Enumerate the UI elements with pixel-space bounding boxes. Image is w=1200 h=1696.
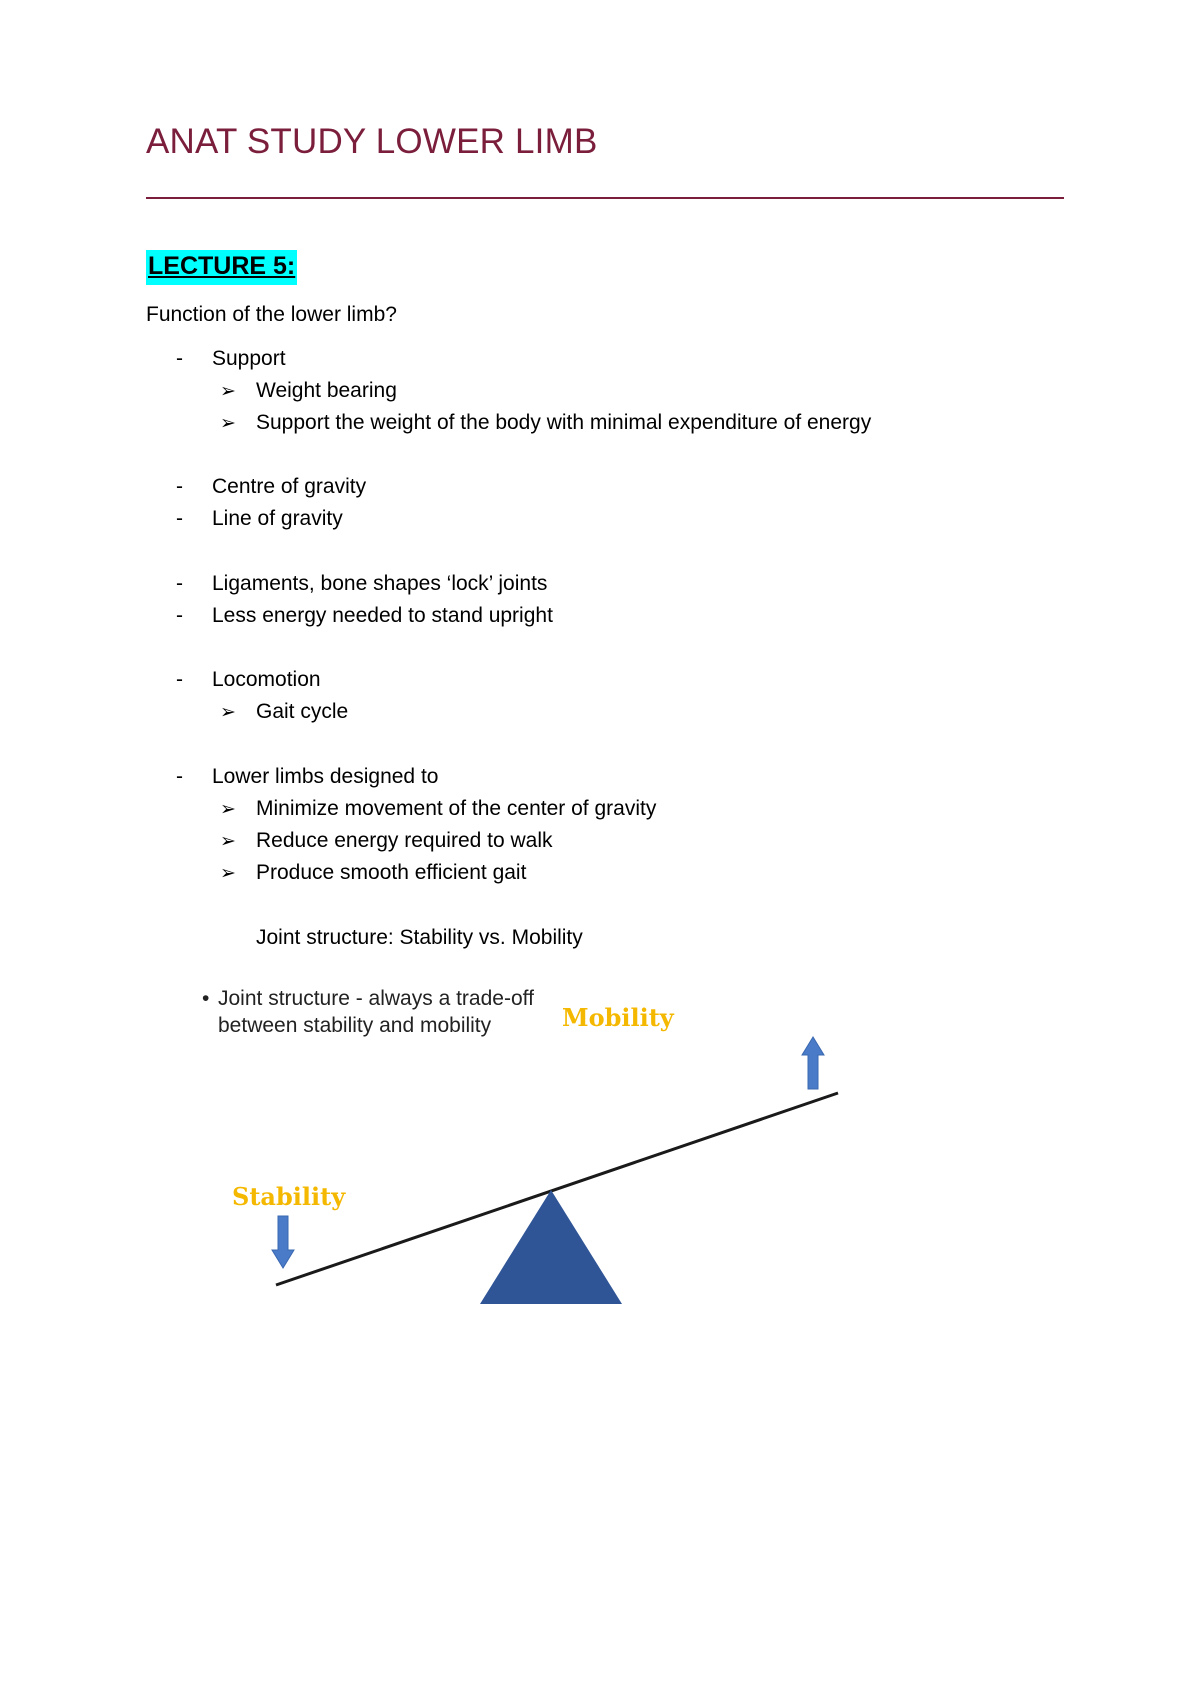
stability-label: Stability [232, 1182, 346, 1211]
dash-marker: - [176, 668, 183, 691]
dash-marker: - [176, 347, 183, 370]
list-item-text: Support [212, 347, 286, 370]
dash-marker: - [176, 507, 183, 530]
arrow-down-icon [272, 1216, 294, 1268]
caption-text: Joint structure - always a trade-off between stability and mobility [218, 987, 534, 1037]
arrow-bullet-icon: ➢ [220, 413, 236, 434]
list-item-text: Locomotion [212, 668, 321, 691]
list-item-text: Line of gravity [212, 507, 343, 530]
list-item-text: Centre of gravity [212, 475, 367, 498]
list-item-text: Ligaments, bone shapes ‘lock’ joints [212, 572, 548, 595]
arrow-bullet-icon: ➢ [220, 863, 236, 884]
mobility-label: Mobility [562, 1003, 674, 1032]
dash-marker: - [176, 604, 183, 627]
arrow-bullet-icon: ➢ [220, 831, 236, 852]
bullet-marker: • [202, 987, 210, 1010]
dash-marker: - [176, 475, 183, 498]
dash-marker: - [176, 572, 183, 595]
list-item-text: Produce smooth efficient gait [256, 861, 527, 884]
arrow-bullet-icon: ➢ [220, 381, 236, 402]
list-item-text: Less energy needed to stand upright [212, 604, 553, 627]
section-question: Function of the lower limb? [146, 303, 397, 326]
list-item-text: Reduce energy required to walk [256, 829, 553, 852]
list-item-text: Lower limbs designed to [212, 765, 439, 788]
lecture-heading: LECTURE 5: [146, 250, 297, 285]
joint-structure-heading: Joint structure: Stability vs. Mobility [256, 926, 583, 949]
arrow-bullet-icon: ➢ [220, 799, 236, 820]
list-item-text: Gait cycle [256, 700, 349, 723]
arrow-bullet-icon: ➢ [220, 702, 236, 723]
document-title: ANAT STUDY LOWER LIMB [146, 122, 598, 161]
list-item-text: Minimize movement of the center of gravity [256, 797, 657, 820]
list-item-text: Weight bearing [256, 379, 397, 402]
list-item-text: Support the weight of the body with minimal expenditure of energy [256, 411, 872, 434]
dash-marker: - [176, 765, 183, 788]
arrow-up-icon [802, 1037, 824, 1089]
